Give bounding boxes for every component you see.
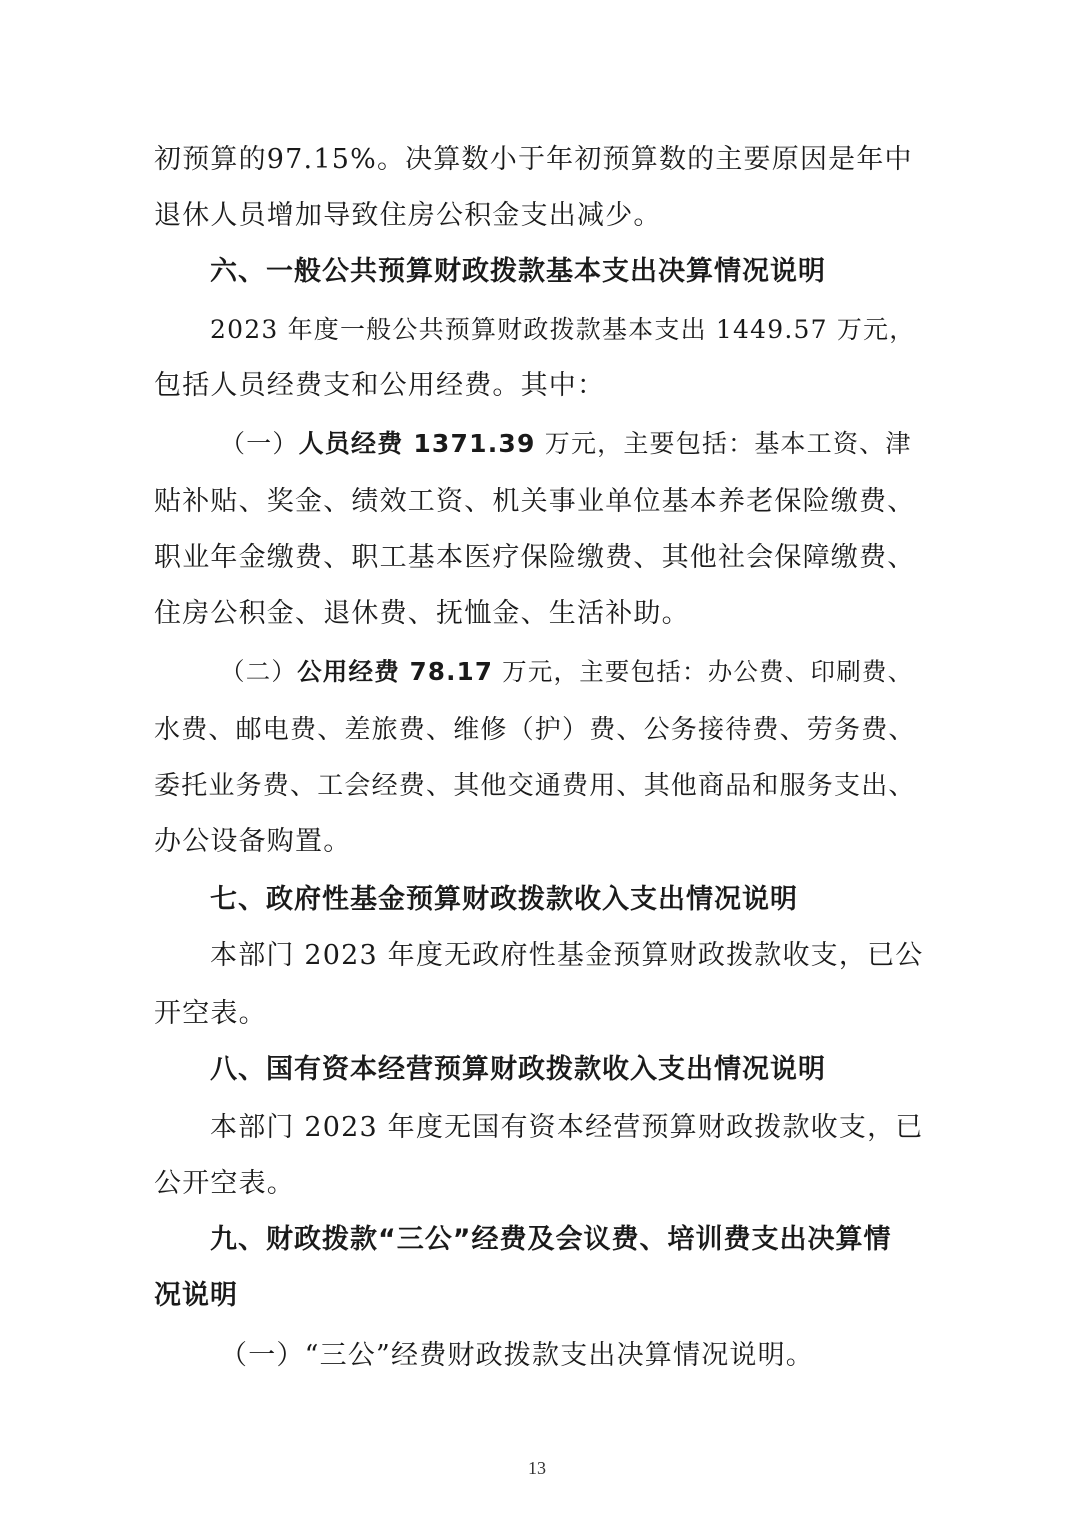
item-prefix: （二） [220, 657, 298, 686]
section-heading-nine-continued: 况说明 [154, 1280, 238, 1311]
personnel-expense-amount: 人员经费 1371.39 [298, 429, 536, 458]
item-prefix: （一） [220, 429, 299, 458]
paragraph-line: 委托业务费、工会经费、其他交通费用、其他商品和服务支出、 [154, 771, 916, 801]
section-heading-six: 六、一般公共预算财政拨款基本支出决算情况说明 [210, 256, 826, 287]
item-description: 万元，主要包括：基本工资、津 [535, 429, 912, 458]
section-heading-seven: 七、政府性基金预算财政拨款收入支出情况说明 [210, 884, 798, 915]
personnel-expense-line [220, 424, 924, 464]
paragraph-line: 贴补贴、奖金、绩效工资、机关事业单位基本养老保险缴费、 [154, 486, 916, 517]
paragraph-line: 住房公积金、退休费、抚恤金、生活补助。 [154, 598, 690, 629]
paragraph-line: 公开空表。 [154, 1168, 295, 1199]
paragraph-line: 退休人员增加导致住房公积金支出减少。 [154, 200, 662, 231]
paragraph-line: 本部门 2023 年度无国有资本经营预算财政拨款收支，已 [210, 1112, 924, 1143]
public-expense-line [220, 652, 924, 692]
section-heading-nine: 九、财政拨款“三公”经费及会议费、培训费支出决算情 [210, 1224, 892, 1255]
public-expense-amount: 公用经费 78.17 [297, 657, 494, 686]
paragraph-line: 2023 年度一般公共预算财政拨款基本支出 1449.57 万元， [210, 315, 916, 344]
item-description: 万元，主要包括：办公费、印刷费、 [493, 657, 914, 686]
paragraph-line: 开空表。 [154, 998, 267, 1029]
paragraph-line: 初预算的97.15%。决算数小于年初预算数的主要原因是年中 [154, 144, 913, 175]
page-number: 13 [528, 1458, 546, 1478]
paragraph-line: 水费、邮电费、差旅费、维修（护）费、公务接待费、劳务费、 [154, 715, 916, 745]
subsection-heading: （一）“三公”经费财政拨款支出决算情况说明。 [220, 1340, 815, 1371]
paragraph-line: 本部门 2023 年度无政府性基金预算财政拨款收支，已公 [210, 940, 924, 971]
section-heading-eight: 八、国有资本经营预算财政拨款收入支出情况说明 [210, 1054, 826, 1085]
paragraph-line: 办公设备购置。 [154, 826, 352, 857]
paragraph-line: 包括人员经费支和公用经费。其中： [154, 370, 606, 401]
paragraph-line: 职业年金缴费、职工基本医疗保险缴费、其他社会保障缴费、 [154, 542, 916, 573]
